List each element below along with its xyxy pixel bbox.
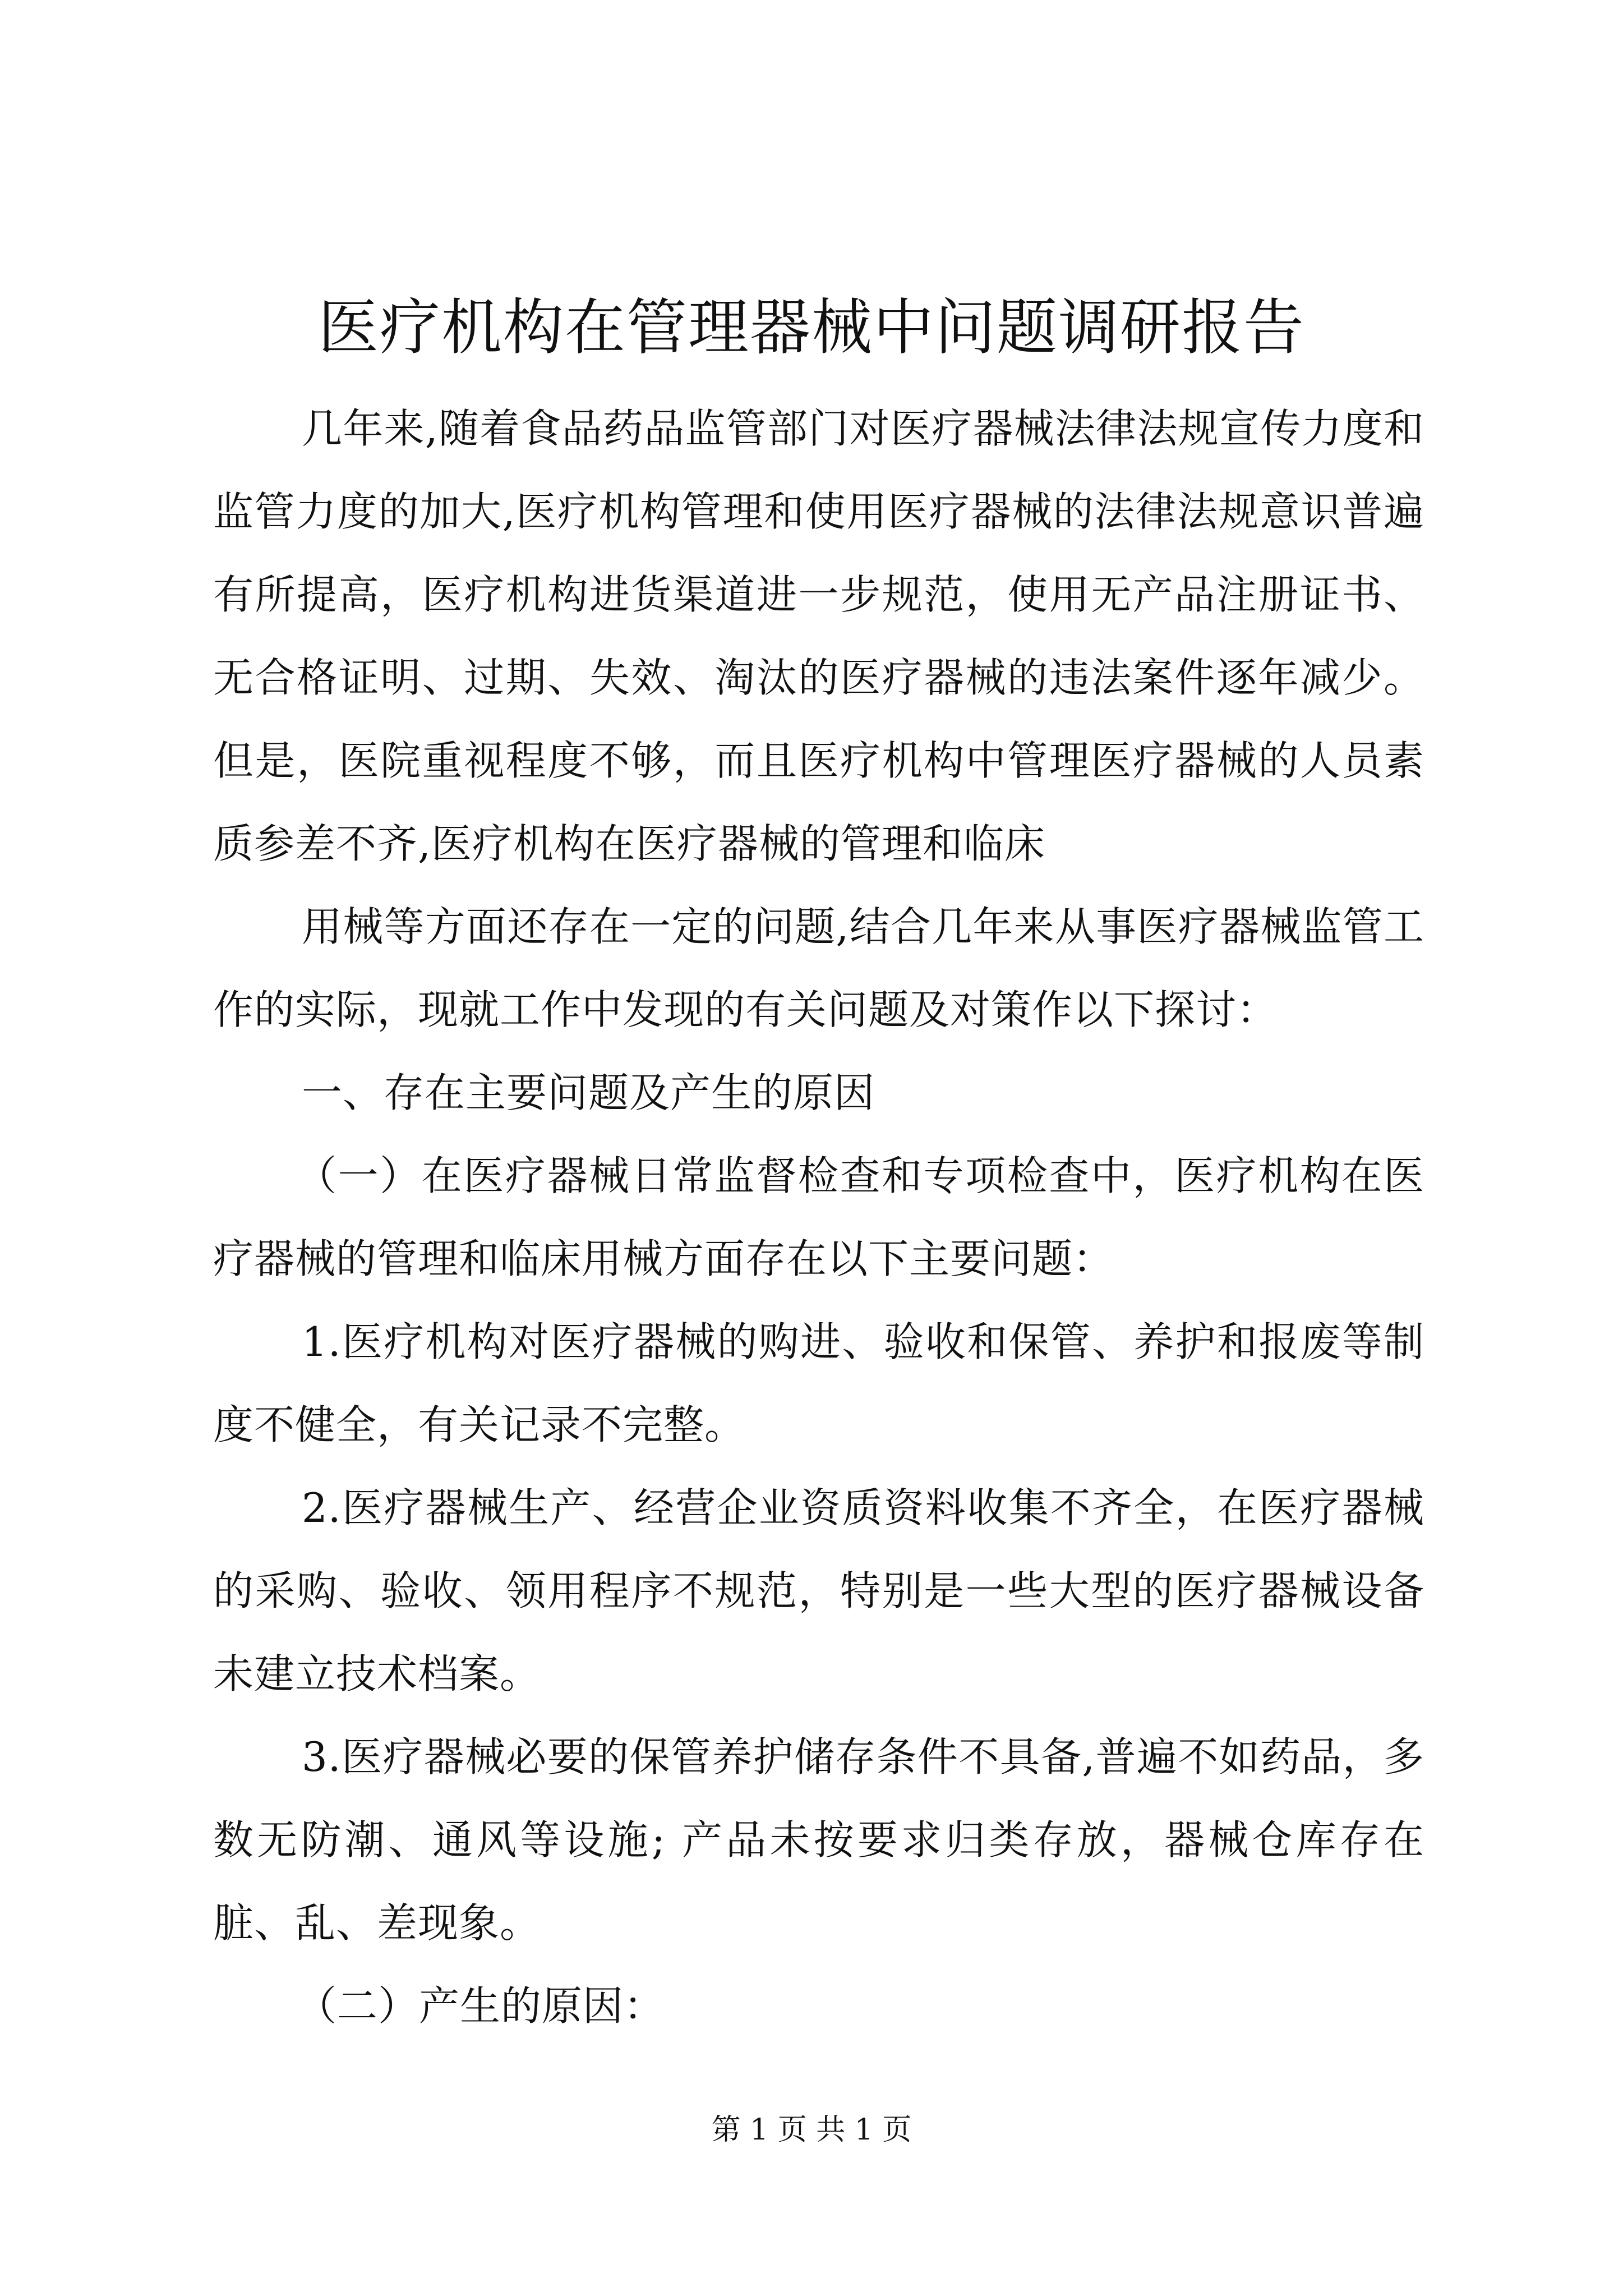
subsection-heading-two: （二）产生的原因： (296, 1982, 665, 2030)
list-item-1: 1.医疗机构对医疗器械的购进、验收和保管、养护和报废等制度不健全，有关记录不完整。 (213, 1318, 1424, 1448)
paragraph-intro: 几年来,随着食品药品监管部门对医疗器械法律法规宣传力度和监管力度的加大,医疗机构管理和使用医疗器械的法律法规意识普遍有所提高，医疗机构进货渠道进一步规范，使用无产品注册证书、无合格证明、过期、失效、淘汰的医疗器械的违法案件逐年减少。但是，医院重视程度不够，而且医疗机构中管理医疗器械的人员素质参差不齐,医疗机构在医疗器械的管理和临床 (213, 405, 1424, 867)
list-item-3: 3.医疗器械必要的保管养护储存条件不具备,普遍不如药品，多数无防潮、通风等设施; 产品未按要求归类存放，器械仓库存在脏、乱、差现象。 (213, 1733, 1424, 1947)
subsection-heading-one: （一）在医疗器械日常监督检查和专项检查中，医疗机构在医疗器械的管理和临床用械方面存在以下主要问题： (213, 1152, 1424, 1282)
list-item-2: 2.医疗器械生产、经营企业资质资料收集不齐全，在医疗器械的采购、验收、领用程序不规范，特别是一些大型的医疗器械设备未建立技术档案。 (213, 1484, 1424, 1697)
paragraph-intro-continued: 用械等方面还存在一定的问题,结合几年来从事医疗器械监管工作的实际，现就工作中发现的有关问题及对策作以下探讨： (213, 903, 1424, 1033)
document-body (213, 387, 1424, 2047)
document-title: 医疗机构在管理器械中问题调研报告 (317, 293, 1305, 363)
section-heading-one: 一、存在主要问题及产生的原因 (302, 1069, 875, 1116)
page-footer: 第 1 页 共 1 页 (711, 2113, 912, 2147)
